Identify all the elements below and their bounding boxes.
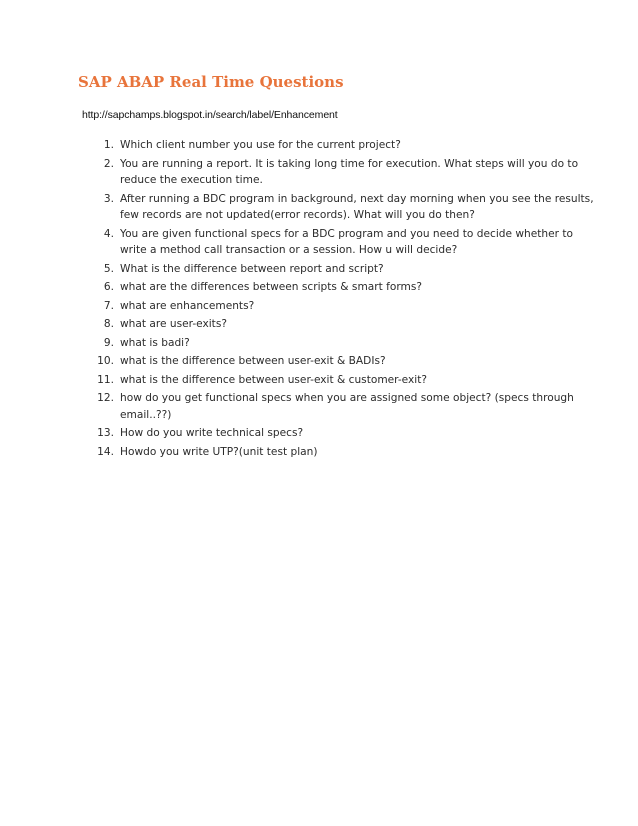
question-number: 12. — [97, 392, 114, 404]
list-item — [0, 261, 600, 278]
question-number: 1. — [103, 139, 114, 151]
list-item — [0, 353, 600, 370]
question-text: how do you get functional specs when you are assigned some object? (specs through email..??) — [120, 392, 574, 421]
list-item — [0, 137, 600, 154]
list-item — [0, 425, 600, 442]
question-number: 2. — [103, 157, 114, 170]
question-number: 5. — [103, 262, 114, 275]
page-title: SAP ABAP Real Time Questions — [78, 73, 344, 91]
question-number: 6. — [103, 281, 114, 293]
question-number: 9. — [103, 336, 114, 349]
question-number: 7. — [103, 299, 114, 312]
question-text: what is the difference between user-exit & BADIs? — [120, 355, 386, 367]
list-item — [0, 444, 600, 461]
question-number: 14. — [97, 445, 114, 458]
source-url: http://sapchamps.blogspot.in/search/label/Enhancement — [82, 109, 338, 121]
question-text: You are given functional specs for a BDC program and you need to decide whether to write a method call transaction or a session. How u will decide? — [120, 227, 574, 256]
list-item — [0, 156, 600, 189]
question-text: What is the difference between report and script? — [120, 262, 384, 275]
question-text: How do you write technical specs? — [120, 427, 304, 439]
question-number: 8. — [103, 318, 114, 330]
question-text: what are the differences between scripts & smart forms? — [120, 281, 422, 293]
list-item — [0, 226, 600, 259]
list-item — [0, 191, 600, 224]
question-list — [0, 137, 600, 462]
question-number: 4. — [103, 227, 114, 240]
question-number: 13. — [97, 427, 114, 439]
list-item — [0, 316, 600, 333]
question-text: what are user-exits? — [120, 318, 227, 330]
question-number: 3. — [103, 192, 114, 205]
question-text: what is badi? — [120, 336, 190, 349]
question-text: Which client number you use for the current project? — [120, 139, 401, 151]
question-number: 10. — [97, 355, 114, 367]
list-item — [0, 335, 600, 352]
question-text: Howdo you write UTP?(unit test plan) — [120, 445, 318, 458]
list-item — [0, 298, 600, 315]
question-text: You are running a report. It is taking long time for execution. What steps will you do to reduce the execution time. — [120, 157, 579, 186]
question-text: what are enhancements? — [120, 299, 255, 312]
list-item — [0, 372, 600, 389]
list-item — [0, 279, 600, 296]
question-text: what is the difference between user-exit & customer-exit? — [120, 373, 427, 386]
question-number: 11. — [97, 373, 114, 386]
list-item — [0, 390, 600, 423]
question-text: After running a BDC program in background, next day morning when you see the results, few records are not updated(error records). What will you do then? — [120, 192, 594, 221]
